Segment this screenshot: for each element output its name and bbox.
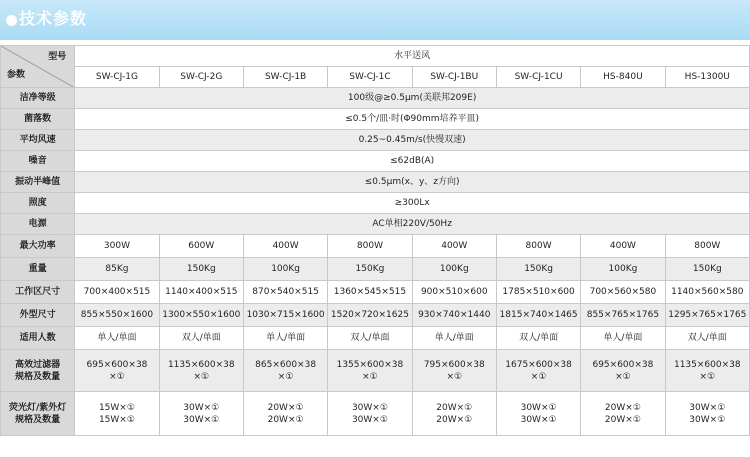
filter-size: 1135×600×38	[167, 359, 235, 370]
corner-label-param: 参数	[7, 70, 26, 80]
row-label: 振动半峰值	[1, 172, 75, 193]
value-cell: 1785×510×600	[496, 281, 580, 304]
value-cell: 100Kg	[243, 258, 327, 281]
lamp-uv: 30W×①	[351, 414, 388, 425]
model-cell: SW-CJ-2G	[159, 67, 243, 88]
filter-size: 695×600×38	[592, 359, 654, 370]
filter-size: 1675×600×38	[505, 359, 572, 370]
row-label-line: 荧光灯/紫外灯	[8, 402, 67, 413]
table-row	[1, 46, 750, 67]
value-cell: 1520×720×1625	[328, 304, 412, 327]
value-cell: 800W	[328, 235, 412, 258]
value-cell: 700×560×580	[581, 281, 665, 304]
row-label: 菌落数	[1, 109, 75, 130]
lamp-fluorescent: 30W×①	[183, 402, 220, 413]
section-title: 技术参数	[19, 9, 88, 28]
value-cell	[496, 350, 580, 392]
value-cell: 单人/单面	[412, 327, 496, 350]
lamp-uv: 30W×①	[183, 414, 220, 425]
value-cell: 150Kg	[496, 258, 580, 281]
row-label: 外型尺寸	[1, 304, 75, 327]
group-title-cell: 水平送风	[75, 46, 750, 67]
value-cell: 85Kg	[75, 258, 159, 281]
model-cell: SW-CJ-1C	[328, 67, 412, 88]
row-label: 适用人数	[1, 327, 75, 350]
value-cell	[581, 350, 665, 392]
model-cell: SW-CJ-1G	[75, 67, 159, 88]
filter-qty: ×①	[615, 371, 631, 382]
lamp-fluorescent: 20W×①	[267, 402, 304, 413]
filter-qty: ×①	[446, 371, 463, 382]
filter-size: 1135×600×38	[673, 359, 741, 370]
value-cell	[243, 392, 327, 436]
filter-size: 795×600×38	[423, 359, 485, 370]
value-cell: 双人/单面	[159, 327, 243, 350]
spec-table-body	[1, 46, 750, 436]
value-cell: 双人/单面	[496, 327, 580, 350]
row-label: 噪音	[1, 151, 75, 172]
value-cell: 1300×550×1600	[159, 304, 243, 327]
filter-row	[1, 350, 750, 392]
value-cell: 400W	[412, 235, 496, 258]
value-cell: 400W	[581, 235, 665, 258]
spec-row	[1, 281, 750, 304]
value-cell: 单人/单面	[581, 327, 665, 350]
row-label: 工作区尺寸	[1, 281, 75, 304]
model-cell: SW-CJ-1B	[243, 67, 327, 88]
lamp-uv: 20W×①	[267, 414, 304, 425]
value-cell	[159, 350, 243, 392]
value-cell: 400W	[243, 235, 327, 258]
lamp-uv: 20W×①	[604, 414, 641, 425]
lamp-row	[1, 392, 750, 436]
merged-row	[1, 151, 750, 172]
spec-row	[1, 327, 750, 350]
value-cell: 1815×740×1465	[496, 304, 580, 327]
merged-value-cell: ≥300Lx	[75, 193, 750, 214]
row-label: 洁净等级	[1, 88, 75, 109]
value-cell	[243, 350, 327, 392]
filter-size: 695×600×38	[86, 359, 148, 370]
corner-label-model: 型号	[48, 52, 67, 62]
merged-row	[1, 214, 750, 235]
spec-row	[1, 235, 750, 258]
row-label: 电源	[1, 214, 75, 235]
merged-row	[1, 88, 750, 109]
filter-qty: ×①	[277, 371, 294, 382]
value-cell: 1140×400×515	[159, 281, 243, 304]
merged-row	[1, 172, 750, 193]
filter-qty: ×①	[362, 371, 378, 382]
lamp-uv: 30W×①	[520, 414, 557, 425]
value-cell: 单人/单面	[243, 327, 327, 350]
value-cell: 1295×765×1765	[665, 304, 749, 327]
value-cell	[75, 350, 159, 392]
filter-size: 865×600×38	[255, 359, 317, 370]
value-cell: 双人/单面	[665, 327, 749, 350]
lamp-fluorescent: 20W×①	[604, 402, 641, 413]
value-cell: 100Kg	[412, 258, 496, 281]
merged-value-cell: 100级@≥0.5μm(美联邦209E)	[75, 88, 750, 109]
merged-value-cell: ≤62dB(A)	[75, 151, 750, 172]
row-label-line: 规格及数量	[15, 414, 61, 425]
merged-row	[1, 130, 750, 151]
lamp-fluorescent: 15W×①	[98, 402, 135, 413]
filter-qty: ×①	[699, 371, 716, 382]
value-cell: 150Kg	[159, 258, 243, 281]
value-cell: 800W	[496, 235, 580, 258]
lamp-fluorescent: 30W×①	[351, 402, 388, 413]
value-cell	[328, 392, 412, 436]
value-cell: 1360×545×515	[328, 281, 412, 304]
value-cell: 双人/单面	[328, 327, 412, 350]
merged-value-cell: ≤0.5个/皿·时(Φ90mm培养平皿)	[75, 109, 750, 130]
value-cell: 150Kg	[665, 258, 749, 281]
row-label	[1, 392, 75, 436]
value-cell	[496, 392, 580, 436]
value-cell: 930×740×1440	[412, 304, 496, 327]
lamp-fluorescent: 20W×①	[436, 402, 473, 413]
row-label-line: 高效过滤器	[15, 359, 61, 370]
row-label-line: 规格及数量	[15, 371, 61, 382]
value-cell: 100Kg	[581, 258, 665, 281]
value-cell: 1140×560×580	[665, 281, 749, 304]
spec-row	[1, 258, 750, 281]
lamp-uv: 15W×①	[98, 414, 135, 425]
model-cell: SW-CJ-1BU	[412, 67, 496, 88]
value-cell	[665, 350, 749, 392]
row-label: 平均风速	[1, 130, 75, 151]
merged-value-cell: 0.25~0.45m/s(快慢双速)	[75, 130, 750, 151]
filter-size: 1355×600×38	[336, 359, 404, 370]
value-cell: 855×550×1600	[75, 304, 159, 327]
value-cell: 800W	[665, 235, 749, 258]
value-cell: 855×765×1765	[581, 304, 665, 327]
value-cell: 单人/单面	[75, 327, 159, 350]
value-cell	[581, 392, 665, 436]
spec-row	[1, 304, 750, 327]
lamp-fluorescent: 30W×①	[689, 402, 726, 413]
value-cell	[412, 392, 496, 436]
bullet-dot-icon	[6, 15, 17, 26]
row-label: 最大功率	[1, 235, 75, 258]
filter-qty: ×①	[193, 371, 210, 382]
value-cell	[328, 350, 412, 392]
merged-value-cell: ≤0.5μm(x、y、z方向)	[75, 172, 750, 193]
model-row	[1, 67, 750, 88]
section-header	[0, 0, 750, 40]
row-label: 照度	[1, 193, 75, 214]
value-cell	[412, 350, 496, 392]
model-cell: HS-840U	[581, 67, 665, 88]
value-cell: 700×400×515	[75, 281, 159, 304]
value-cell: 900×510×600	[412, 281, 496, 304]
value-cell: 300W	[75, 235, 159, 258]
merged-value-cell: AC单相220V/50Hz	[75, 214, 750, 235]
merged-row	[1, 109, 750, 130]
spec-table	[0, 45, 750, 436]
filter-qty: ×①	[530, 371, 547, 382]
value-cell	[159, 392, 243, 436]
merged-row	[1, 193, 750, 214]
value-cell: 870×540×515	[243, 281, 327, 304]
lamp-fluorescent: 30W×①	[520, 402, 557, 413]
value-cell: 150Kg	[328, 258, 412, 281]
lamp-uv: 20W×①	[436, 414, 473, 425]
row-label	[1, 350, 75, 392]
value-cell	[665, 392, 749, 436]
value-cell: 600W	[159, 235, 243, 258]
value-cell	[75, 392, 159, 436]
corner-cell	[1, 46, 75, 88]
model-cell: HS-1300U	[665, 67, 749, 88]
filter-qty: ×①	[109, 371, 125, 382]
lamp-uv: 30W×①	[689, 414, 726, 425]
row-label: 重量	[1, 258, 75, 281]
value-cell: 1030×715×1600	[243, 304, 327, 327]
model-cell: SW-CJ-1CU	[496, 67, 580, 88]
